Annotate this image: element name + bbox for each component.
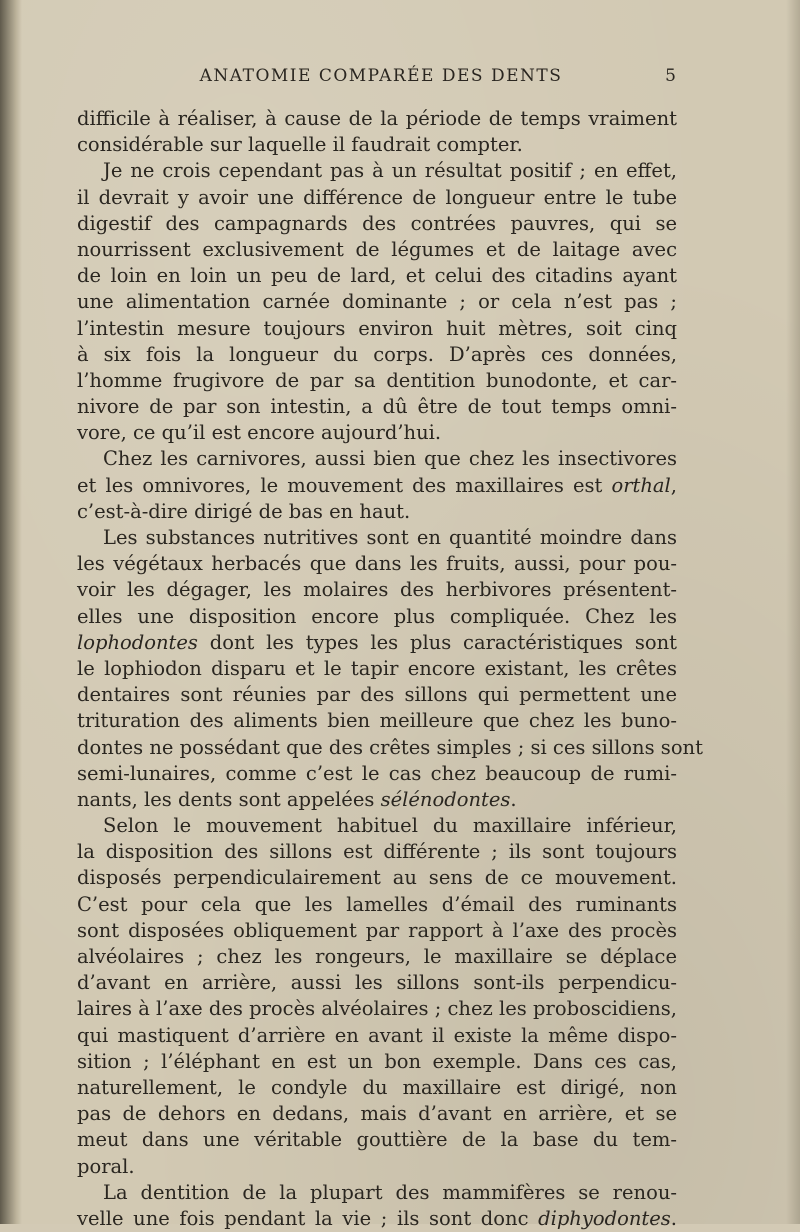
text-segment: Selon le mouvement habituel du maxillaire inférieur,	[103, 814, 677, 838]
text-segment: l’intestin mesure toujours environ huit mètres, soit cinq	[77, 316, 677, 340]
text-segment: Je ne crois cependant pas à un résultat positif ; en effet,	[103, 159, 677, 183]
text-segment: Chez les carnivores, aussi bien que chez les insectivores	[103, 447, 677, 471]
text-segment: La dentition de la plupart des mammifères se renou-	[103, 1180, 677, 1204]
text-segment: difficile à réaliser, à cause de la période de temps vraiment	[77, 107, 677, 130]
text-line	[77, 918, 677, 944]
italic-term: orthal	[611, 473, 671, 497]
text-line	[77, 368, 677, 394]
text-segment: sition ; l’éléphant en est un bon exemple. Dans ces cas,	[77, 1049, 677, 1073]
text-segment: digestif des campagnards des contrées pauvres, qui se	[77, 211, 677, 235]
text-segment: considérable sur laquelle il faudrait compter.	[77, 133, 523, 157]
text-line	[77, 1049, 677, 1075]
text-segment: ,	[670, 473, 677, 497]
text-line	[77, 577, 677, 603]
text-line	[77, 132, 677, 158]
text-segment: naturellement, le condyle du maxillaire est dirigé, non	[77, 1075, 677, 1099]
text-line	[77, 839, 677, 865]
text-segment: à six fois la longueur du corps. D’après ces données,	[77, 342, 677, 366]
text-segment: Les substances nutritives sont en quantité moindre dans	[103, 526, 677, 549]
text-line	[77, 499, 677, 525]
text-line	[77, 237, 677, 263]
text-line	[77, 787, 677, 813]
text-segment: la disposition des sillons est différente ; ils sont toujours	[77, 840, 677, 864]
text-segment: nourrissent exclusivement de légumes et de laitage avec	[77, 237, 677, 261]
text-segment: alvéolaires ; chez les rongeurs, le maxillaire se déplace	[77, 945, 677, 968]
text-line	[77, 420, 677, 446]
text-line	[77, 551, 677, 577]
text-line	[77, 970, 677, 996]
text-line	[77, 1023, 677, 1049]
running-head	[72, 66, 680, 92]
text-segment: il devrait y avoir une différence de longueur entre le tube	[77, 185, 677, 209]
text-segment: dentaires sont réunies par des sillons qui permettent une	[77, 683, 677, 707]
text-line	[77, 708, 677, 734]
text-line	[77, 1180, 677, 1206]
text-line	[77, 682, 677, 708]
text-line	[77, 604, 677, 630]
italic-term: sélénodontes	[380, 787, 511, 811]
text-segment: vore, ce qu’il est encore aujourd’hui.	[77, 421, 442, 445]
text-line	[77, 656, 677, 682]
text-segment: C’est pour cela que les lamelles d’émail des ruminants	[77, 892, 677, 916]
text-segment: les végétaux herbacés que dans les fruits, aussi, pour pou-	[77, 552, 677, 576]
text-segment: sont disposées obliquement par rapport à l’axe des procès	[77, 918, 677, 942]
text-segment: de loin en loin un peu de lard, et celui des citadins ayant	[77, 264, 677, 288]
text-segment: elles une disposition encore plus compliquée. Chez les	[77, 604, 677, 628]
text-segment: trituration des aliments bien meilleure que chez les buno-	[77, 709, 677, 733]
text-line	[77, 394, 677, 420]
text-segment: et les omnivores, le mouvement des maxillaires est	[77, 473, 612, 497]
body-text	[77, 106, 703, 1232]
text-line	[77, 892, 677, 918]
text-line	[77, 289, 677, 315]
text-segment: semi-lunaires, comme c’est le cas chez beaucoup de rumi-	[77, 761, 677, 785]
text-line	[77, 630, 677, 656]
text-segment: velle une fois pendant la vie ; ils sont donc	[77, 1206, 539, 1230]
text-segment: nants, les dents sont appelées	[77, 787, 381, 811]
text-line	[77, 735, 703, 761]
text-line	[77, 944, 677, 970]
text-segment: qui mastiquent d’arrière en avant il existe la même dispo-	[77, 1023, 677, 1047]
text-segment: .	[510, 787, 517, 811]
text-segment: voir les dégager, les molaires des herbivores présentent-	[77, 578, 677, 602]
running-title: ANATOMIE COMPARÉE DES DENTS	[199, 66, 563, 86]
text-line	[77, 865, 677, 891]
text-line	[77, 342, 677, 368]
page-binding-edge	[0, 0, 22, 1224]
text-line	[77, 1127, 677, 1153]
text-line	[77, 446, 677, 472]
text-line	[77, 185, 677, 211]
text-line	[77, 525, 677, 551]
text-segment: meut dans une véritable gouttière de la base du tem-	[77, 1128, 677, 1152]
text-line	[77, 1101, 677, 1127]
text-segment: le lophiodon disparu et le tapir encore existant, les crêtes	[77, 656, 677, 680]
text-segment: laires à l’axe des procès alvéolaires ; chez les proboscidiens,	[77, 997, 677, 1021]
text-segment: disposés perpendiculairement au sens de ce mouvement.	[77, 866, 677, 890]
text-line	[77, 996, 677, 1022]
text-line	[77, 106, 677, 132]
text-line	[77, 316, 677, 342]
text-segment: dontes ne possédant que des crêtes simples ; si ces sillons sont	[77, 735, 703, 759]
text-line	[77, 473, 677, 499]
text-segment: une alimentation carnée dominante ; or cela n’est pas ;	[77, 290, 677, 314]
text-line	[77, 1075, 677, 1101]
page-number: 5	[665, 66, 676, 86]
text-line	[77, 761, 677, 787]
page-right-edge	[786, 0, 800, 1224]
italic-term: lophodontes	[77, 630, 198, 654]
text-line	[77, 158, 677, 184]
text-segment: l’homme frugivore de par sa dentition bunodonte, et car-	[77, 368, 677, 392]
text-segment: poral.	[77, 1154, 135, 1178]
text-line	[77, 1206, 677, 1232]
text-segment: d’avant en arrière, aussi les sillons sont-ils perpendicu-	[77, 971, 677, 995]
text-line	[77, 263, 677, 289]
text-segment: c’est-à-dire dirigé de bas en haut.	[77, 499, 411, 523]
text-segment: pas de dehors en dedans, mais d’avant en arrière, et se	[77, 1102, 677, 1126]
text-segment: dont les types les plus caractéristiques sont	[197, 630, 677, 654]
text-line	[77, 813, 677, 839]
text-segment: nivore de par son intestin, a dû être de tout temps omni-	[77, 395, 677, 419]
text-line	[77, 211, 677, 237]
text-line	[77, 1154, 677, 1180]
italic-term: diphyodontes	[538, 1206, 671, 1230]
text-segment: .	[670, 1206, 677, 1230]
